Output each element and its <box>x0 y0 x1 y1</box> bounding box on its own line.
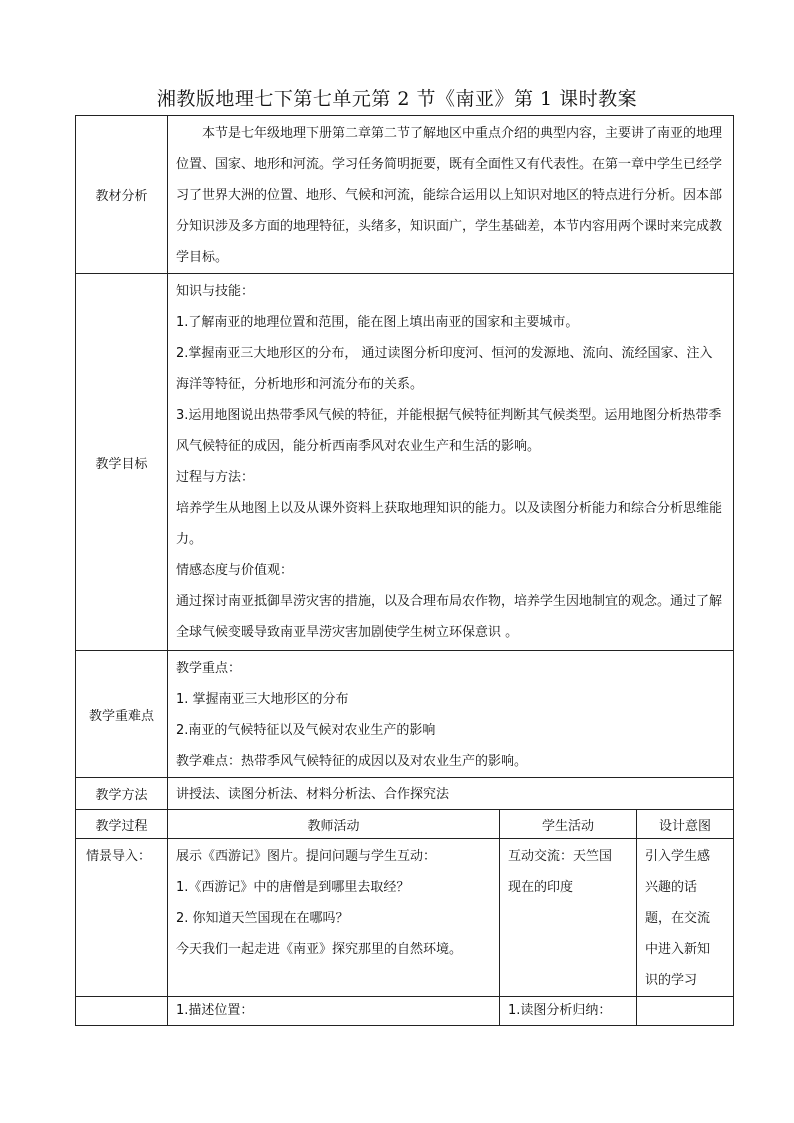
teacher-cell <box>168 839 500 997</box>
stage-text: 情景导入： <box>86 849 152 864</box>
key-points-cell <box>168 651 734 778</box>
objectives-row <box>76 274 734 651</box>
teacher-line: 2. 你知道天竺国现在在哪吗？ <box>176 911 349 926</box>
student-line: 互动交流：天竺国 <box>508 849 613 864</box>
intent-line: 兴趣的话 <box>645 880 698 895</box>
key-points-label: 教学重难点 <box>76 651 168 778</box>
material-text: 本节是七年级地理下册第二章第二节了解地区中重点介绍的典型内容，主要讲了南亚的地理位置、国家、地形和河流。学习任务简明扼要，既有全面性又有代表性。在第一章中学生已经学习了世界大洲的位置、地形、气候和河流，能综合运用以上知识对地区的特点进行分析。因本部分知识涉及多方面的地理特征，头绪多，知识面广，学生基础差，本节内容用两个课时来完成教学目标。 <box>176 126 723 265</box>
key-points-line: 教学重点： <box>176 661 242 676</box>
material-row <box>76 116 734 274</box>
methods-cell <box>168 778 734 810</box>
student-cell <box>500 997 637 1026</box>
material-label: 教材分析 <box>76 116 168 274</box>
process-row-intro <box>76 839 734 997</box>
objectives-line: 通过探讨南亚抵御旱涝灾害的措施，以及合理布局农作物，培养学生因地制宜的观念。通过了解全球气候变暖导致南亚旱涝灾害加剧使学生树立环保意识 。 <box>176 594 723 640</box>
process-row-position <box>76 997 734 1026</box>
teacher-line: 展示《西游记》图片。提问问题与学生互动： <box>176 849 437 864</box>
student-line: 现在的印度 <box>508 880 574 895</box>
student-cell <box>500 839 637 997</box>
design-intent-header: 设计意图 <box>637 810 734 839</box>
intent-cell <box>637 997 734 1026</box>
teacher-line: 今天我们一起走进《南亚》探究那里的自然环境。 <box>176 942 463 957</box>
stage-text <box>76 997 167 999</box>
process-header-row <box>76 810 734 839</box>
intent-line: 引入学生感 <box>645 849 711 864</box>
objectives-label: 教学目标 <box>76 274 168 651</box>
methods-row <box>76 778 734 810</box>
key-points-row <box>76 651 734 778</box>
objectives-line: 过程与方法： <box>176 470 255 485</box>
key-points-line: 2.南亚的气候特征以及气候对农业生产的影响 <box>176 723 436 738</box>
teacher-cell <box>168 997 500 1026</box>
methods-text: 讲授法、读图分析法、材料分析法、合作探究法 <box>176 786 450 802</box>
key-points-line: 教学难点：热带季风气候特征的成因以及对农业生产的影响。 <box>176 754 528 769</box>
objectives-line: 知识与技能： <box>176 284 255 299</box>
objectives-cell <box>168 274 734 651</box>
teacher-line: 1.《西游记》中的唐僧是到哪里去取经？ <box>176 880 410 895</box>
stage-cell <box>76 839 168 997</box>
methods-label: 教学方法 <box>76 778 168 810</box>
stage-cell <box>76 997 168 1026</box>
student-line: 1.读图分析归纳： <box>508 1003 612 1018</box>
student-activity-header: 学生活动 <box>500 810 637 839</box>
material-cell <box>168 116 734 274</box>
intent-line: 识的学习 <box>645 973 698 988</box>
process-label: 教学过程 <box>76 810 168 839</box>
objectives-line: 情感态度与价值观： <box>176 563 294 578</box>
intent-cell <box>637 839 734 997</box>
teacher-activity-header: 教师活动 <box>168 810 500 839</box>
objectives-line: 1.了解南亚的地理位置和范围，能在图上填出南亚的国家和主要城市。 <box>176 315 579 330</box>
intent-line: 题，在交流 <box>645 911 711 926</box>
intent-line: 中进入新知 <box>645 942 711 957</box>
objectives-line: 培养学生从地图上以及从课外资料上获取地理知识的能力。以及读图分析能力和综合分析思维能力。 <box>176 501 723 547</box>
key-points-line: 1. 掌握南亚三大地形区的分布 <box>176 692 349 707</box>
objectives-line: 3.运用地图说出热带季风气候的特征，并能根据气候特征判断其气候类型。运用地图分析热带季风气候特征的成因，能分析西南季风对农业生产和生活的影响。 <box>176 408 722 454</box>
teacher-line: 1.描述位置： <box>176 1003 254 1018</box>
page-title: 湘教版地理七下第七单元第 2 节《南亚》第 1 课时教案 <box>156 88 638 110</box>
objectives-line: 2.掌握南亚三大地形区的分布， 通过读图分析印度河、恒河的发源地、流向、流经国家、注入海洋等特征，分析地形和河流分布的关系。 <box>176 346 713 392</box>
lesson-plan-table <box>75 115 734 1026</box>
